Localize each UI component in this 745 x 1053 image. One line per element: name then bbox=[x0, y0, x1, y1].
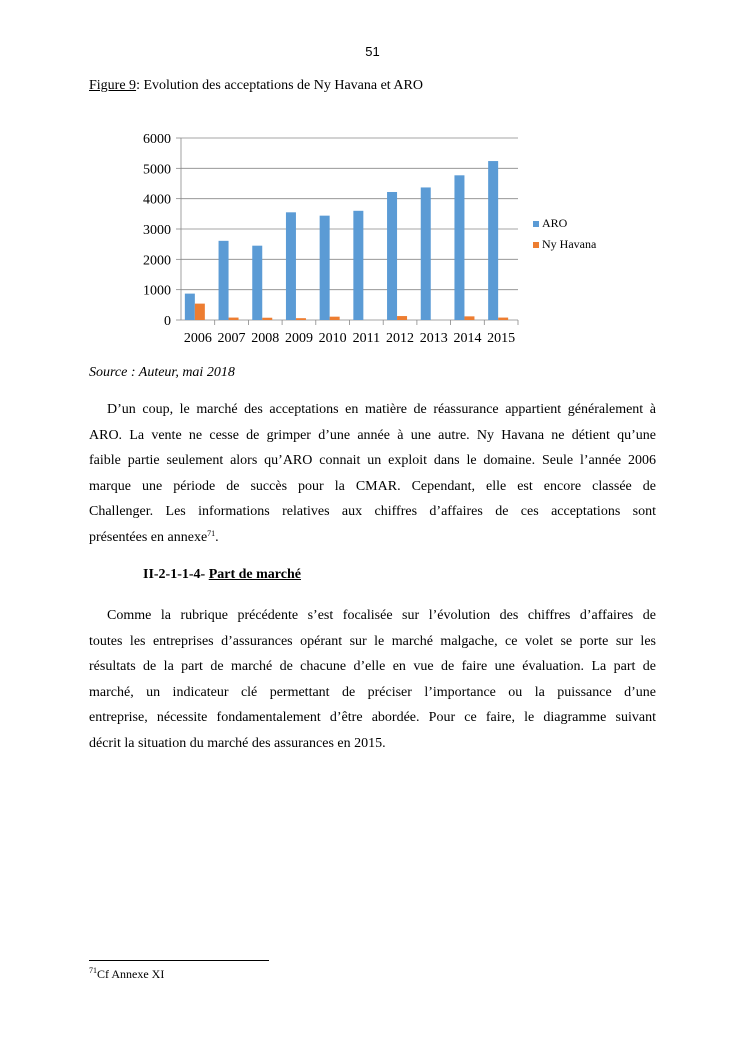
y-tick-label: 5000 bbox=[143, 162, 171, 178]
bar-aro bbox=[488, 161, 498, 320]
y-tick-label: 6000 bbox=[143, 132, 171, 147]
paragraph-line: ARO. La vente ne cesse de grimper d’une année à une autre. Ny Havana ne détient qu’une bbox=[89, 427, 656, 443]
x-tick-label: 2014 bbox=[453, 331, 482, 346]
legend-swatch bbox=[533, 242, 539, 248]
x-tick-label: 2007 bbox=[217, 331, 246, 346]
paragraph-line: Challenger. Les informations relatives aux chiffres d’affaires de ces acceptations sont bbox=[89, 504, 656, 519]
section-heading bbox=[143, 567, 301, 583]
footnote-reference: 71 bbox=[207, 528, 216, 538]
legend-label: ARO bbox=[542, 216, 568, 230]
paragraph-line: Comme la rubrique précédente s’est focalisée sur l’évolution des chiffres d’affaires de bbox=[107, 608, 656, 623]
x-tick-label: 2015 bbox=[487, 331, 516, 346]
bar-aro bbox=[421, 187, 431, 320]
footnote bbox=[89, 967, 164, 982]
paragraph-line: marché, un indicateur clé permettant de préciser l’importance ou la puissance d’une bbox=[89, 684, 656, 700]
y-tick-label: 4000 bbox=[143, 192, 171, 208]
figure-title: : Evolution des acceptations de Ny Havana et ARO bbox=[136, 78, 423, 93]
bar-ny-havana bbox=[195, 304, 205, 320]
paragraph-line: faible partie seulement alors qu’ARO connait un exploit dans le domaine. Seule l’année 2006 bbox=[89, 453, 656, 468]
x-tick-label: 2013 bbox=[419, 331, 448, 346]
x-tick-label: 2008 bbox=[251, 331, 280, 346]
footnote-text: Cf Annexe XI bbox=[97, 967, 165, 981]
paragraph-part-de-marche bbox=[89, 603, 656, 756]
bar-aro bbox=[387, 192, 397, 320]
bar-aro bbox=[320, 216, 330, 320]
paragraph-line: toutes les entreprises d’assurances opérant sur le marché malgache, ce volet se porte sur les bbox=[89, 633, 656, 649]
x-tick-label: 2011 bbox=[352, 331, 381, 346]
bar-aro bbox=[219, 241, 229, 320]
x-tick-label: 2012 bbox=[386, 331, 415, 346]
paragraph-acceptations bbox=[89, 397, 656, 550]
bar-aro bbox=[454, 175, 464, 320]
bar-aro bbox=[286, 212, 296, 320]
footnote-mark: 71 bbox=[89, 966, 97, 975]
bar-ny-havana bbox=[498, 318, 508, 320]
bar-ny-havana bbox=[262, 318, 272, 320]
x-tick-label: 2009 bbox=[284, 331, 313, 346]
bar-ny-havana bbox=[296, 318, 306, 320]
bar-aro bbox=[353, 211, 363, 320]
bar-ny-havana bbox=[464, 316, 474, 320]
y-tick-label: 2000 bbox=[143, 253, 171, 269]
x-tick-label: 2010 bbox=[318, 331, 347, 346]
y-tick-label: 0 bbox=[164, 314, 171, 329]
paragraph-line: entreprise, nécessite fondamentalement d’être abordée. Pour ce faire, le diagramme suivant bbox=[89, 710, 656, 725]
section-title: Part de marché bbox=[208, 567, 301, 582]
figure-ref: Figure 9 bbox=[89, 78, 137, 93]
y-tick-label: 1000 bbox=[143, 283, 171, 299]
paragraph-line: marque une période de succès pour la CMAR. Cependant, elle est encore classée de bbox=[89, 478, 656, 494]
paragraph-line: décrit la situation du marché des assurances en 2015. bbox=[89, 735, 386, 751]
acceptations-bar-chart bbox=[120, 120, 640, 355]
bar-ny-havana bbox=[229, 318, 239, 320]
figure-source: Source : Auteur, mai 2018 bbox=[89, 365, 235, 380]
figure-caption bbox=[89, 78, 423, 94]
bar-aro bbox=[252, 246, 262, 320]
footnote-separator bbox=[89, 960, 269, 961]
paragraph-punct: . bbox=[215, 529, 219, 545]
bar-ny-havana bbox=[330, 317, 340, 320]
page-number: 51 bbox=[365, 44, 380, 59]
paragraph-line: présentées en annexe bbox=[89, 529, 208, 545]
paragraph-line: D’un coup, le marché des acceptations en matière de réassurance appartient généralement à bbox=[107, 402, 656, 417]
y-tick-label: 3000 bbox=[143, 223, 171, 238]
bar-ny-havana bbox=[397, 316, 407, 320]
bar-aro bbox=[185, 294, 195, 320]
x-tick-label: 2006 bbox=[183, 331, 212, 346]
legend-label: Ny Havana bbox=[542, 237, 597, 251]
paragraph-line: résultats de la part de marché de chacune d’elle en vue de faire une évaluation. La part de bbox=[89, 659, 656, 674]
legend-swatch bbox=[533, 221, 539, 227]
section-number: II-2-1-1-4- bbox=[143, 567, 206, 582]
